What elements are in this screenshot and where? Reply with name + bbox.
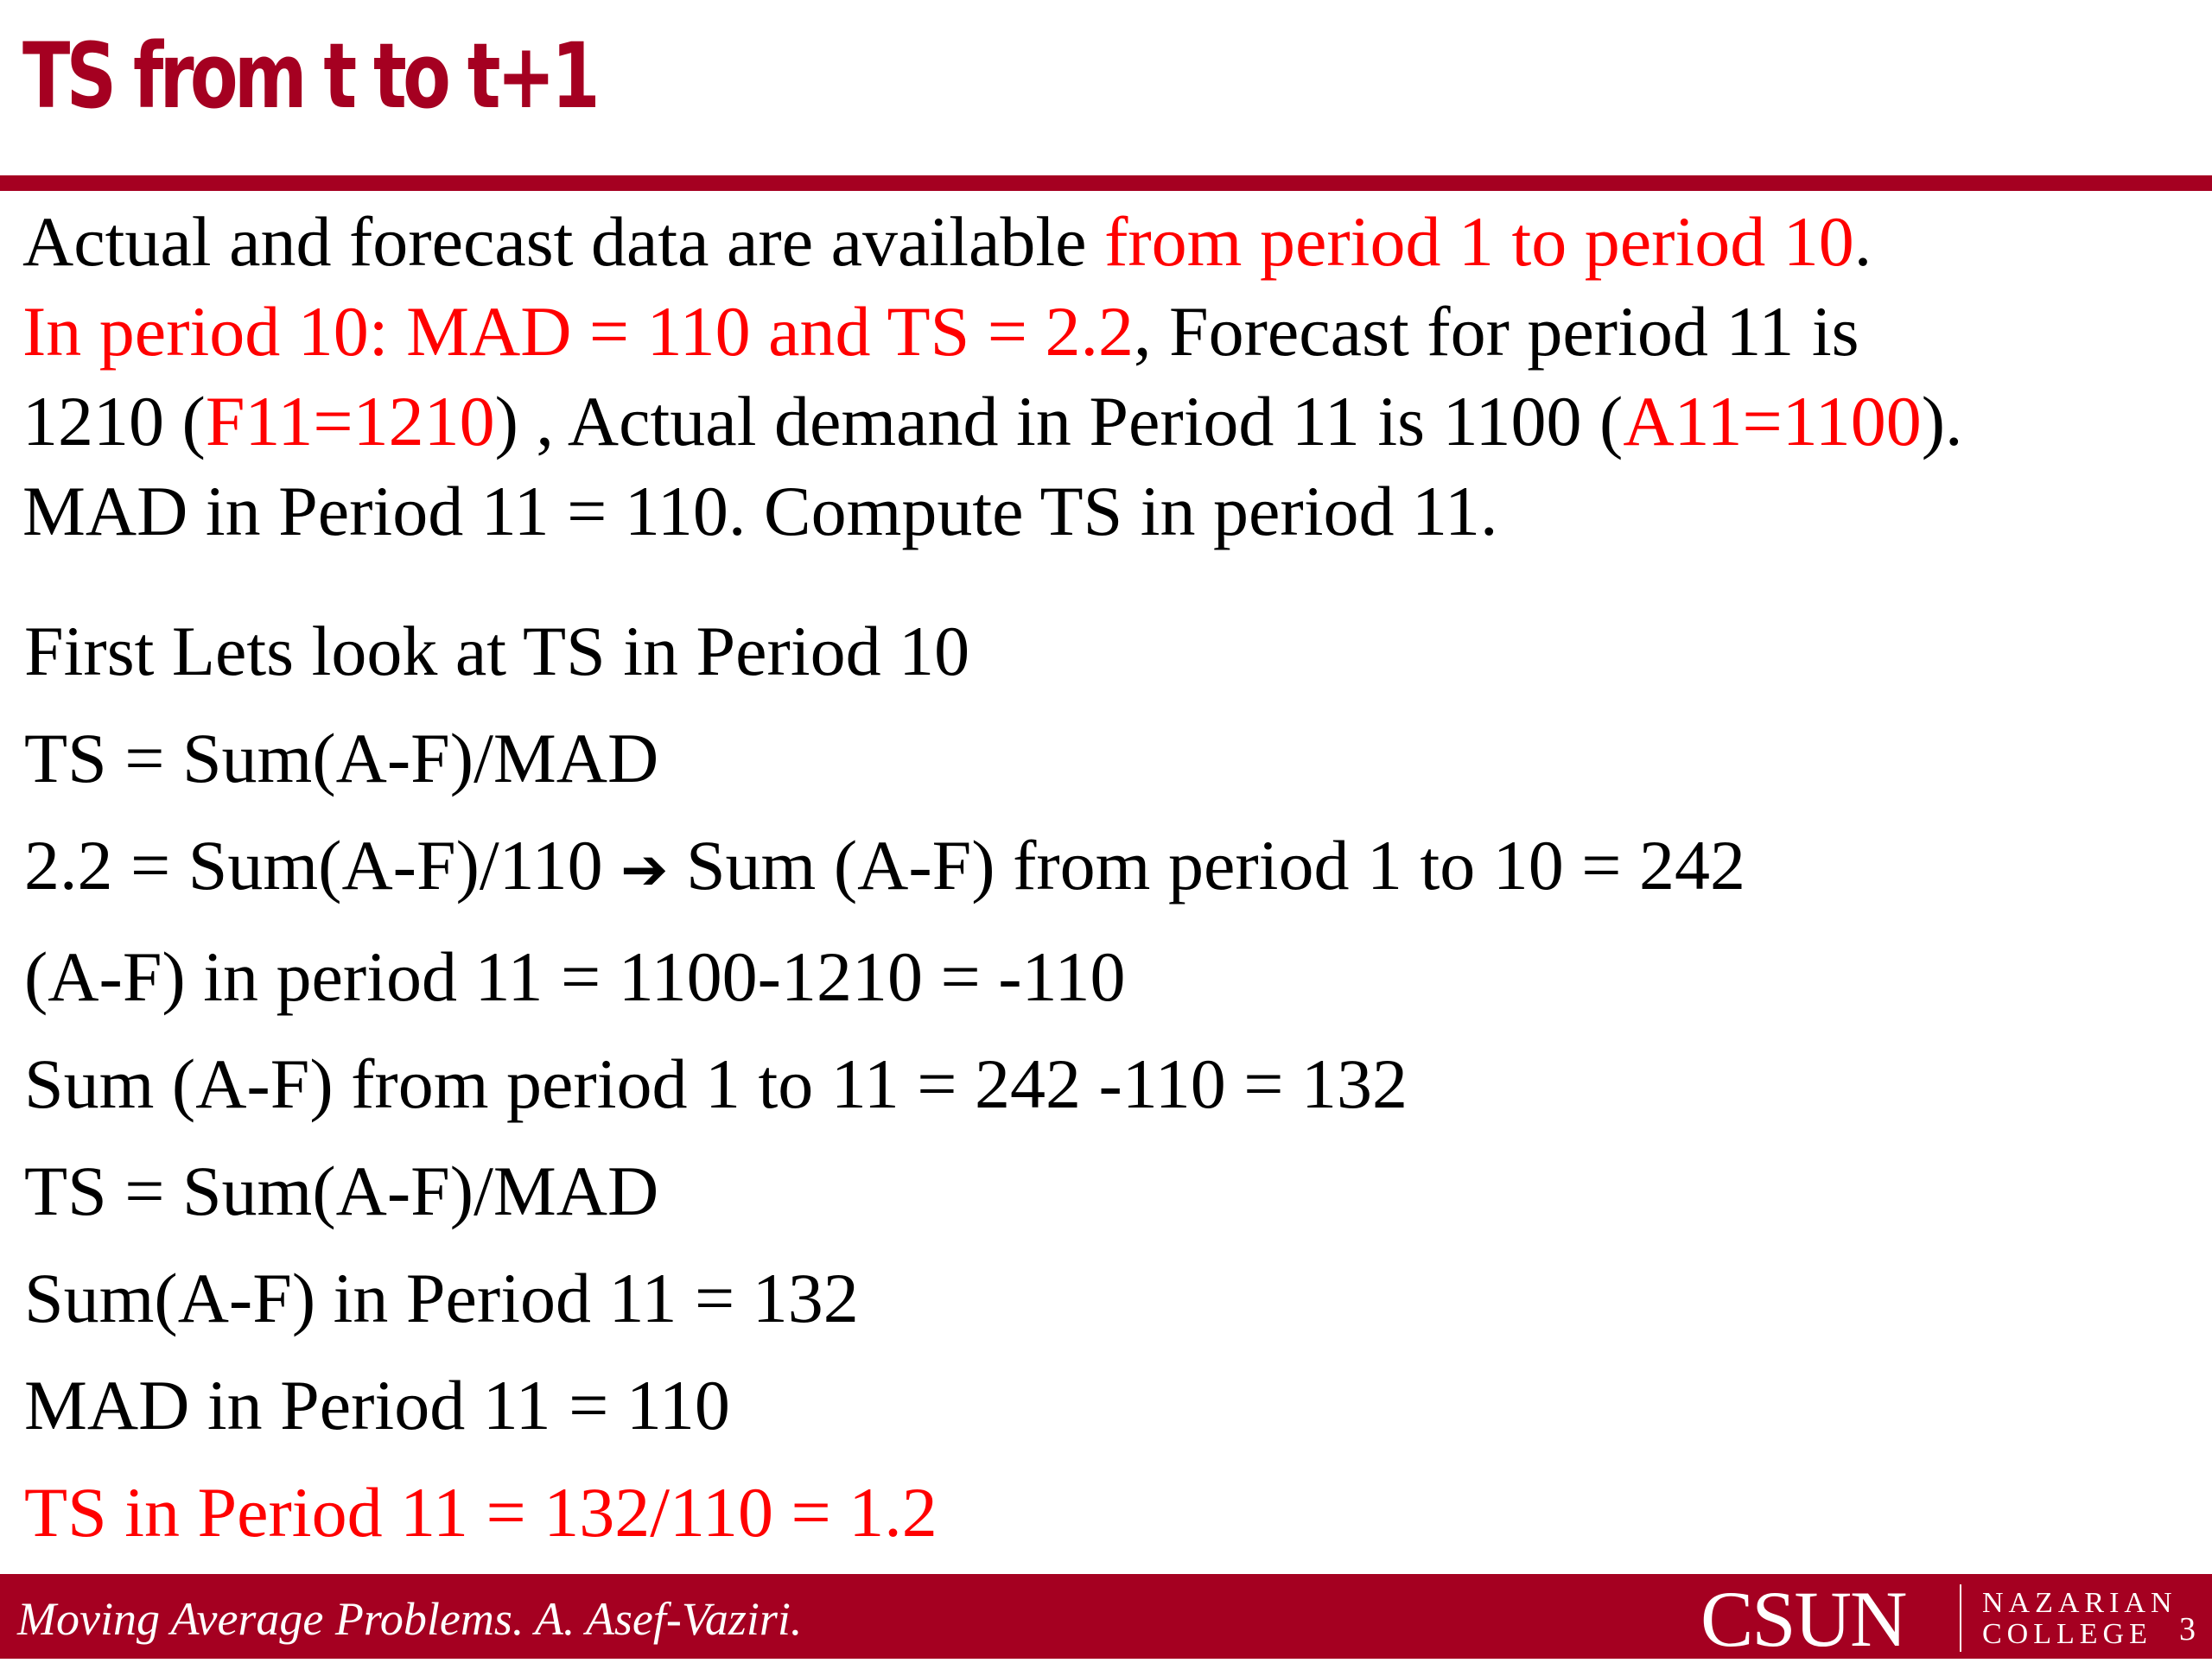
step-line: (A-F) in period 11 = 1100-1210 = -110 bbox=[24, 937, 1126, 1016]
final-answer: TS in Period 11 = 132/110 = 1.2 bbox=[24, 1473, 938, 1552]
intro-text: . bbox=[1853, 202, 1872, 281]
intro-line-2 bbox=[22, 287, 2200, 377]
page-number: 3 bbox=[2179, 1611, 2196, 1647]
intro-highlight: from period 1 to period 10 bbox=[1104, 202, 1854, 281]
csun-logo bbox=[1700, 1575, 2184, 1663]
step-line: TS = Sum(A-F)/MAD bbox=[24, 719, 659, 797]
step-line: Sum(A-F) in Period 11 = 132 bbox=[24, 1259, 859, 1337]
logo-line: COLLEGE bbox=[1982, 1618, 2152, 1650]
logo-college-name bbox=[1982, 1588, 2177, 1650]
intro-text: Actual and forecast data are available bbox=[22, 202, 1105, 281]
intro-line-3 bbox=[22, 377, 2200, 467]
problem-statement bbox=[22, 197, 2200, 556]
step-line: First Lets look at TS in Period 10 bbox=[24, 612, 970, 690]
title-divider bbox=[0, 175, 2212, 191]
footer-bar bbox=[0, 1574, 2212, 1663]
intro-highlight: In period 10: MAD = 110 and TS = 2.2 bbox=[22, 292, 1134, 371]
footer-caption: Moving Average Problems. A. Asef-Vaziri. bbox=[17, 1593, 803, 1645]
intro-text: , Forecast for period 11 is bbox=[1133, 292, 1859, 371]
logo-line: NAZARIAN bbox=[1982, 1587, 2177, 1619]
intro-highlight: F11=1210 bbox=[205, 382, 495, 460]
step-line: Sum (A-F) from period 1 to 11 = 242 -110 = 132 bbox=[24, 1044, 1408, 1123]
step-line bbox=[24, 812, 2184, 924]
intro-line-1 bbox=[22, 197, 2200, 287]
intro-highlight: A11=1100 bbox=[1623, 382, 1922, 460]
right-arrow-icon: ➔ bbox=[620, 836, 669, 903]
logo-wordmark: CSUN bbox=[1700, 1575, 1906, 1663]
solution-steps bbox=[24, 598, 2184, 1566]
step-line: TS = Sum(A-F)/MAD bbox=[24, 1152, 659, 1230]
step-text: Sum (A-F) from period 1 to 10 = 242 bbox=[668, 826, 1745, 904]
intro-text: ) , Actual demand in Period 11 is 1100 ( bbox=[494, 382, 1624, 460]
logo-divider bbox=[1960, 1584, 1961, 1652]
step-line: MAD in Period 11 = 110 bbox=[24, 1366, 730, 1444]
slide-title: TS from t to t+1 bbox=[22, 23, 596, 129]
step-text: 2.2 = Sum(A-F)/110 bbox=[24, 826, 621, 904]
intro-line-4: MAD in Period 11 = 110. Compute TS in period 11. bbox=[22, 472, 1498, 550]
intro-text: 1210 ( bbox=[22, 382, 206, 460]
intro-text: ). bbox=[1921, 382, 1963, 460]
